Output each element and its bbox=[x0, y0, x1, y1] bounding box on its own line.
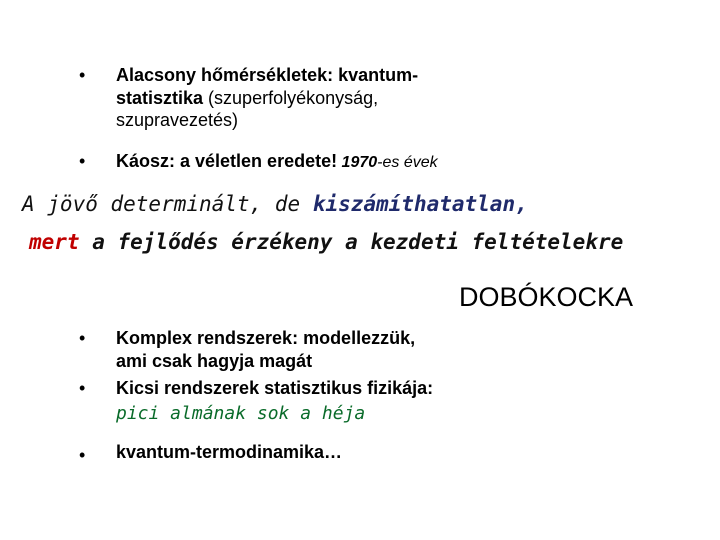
bullet-marker: • bbox=[79, 328, 86, 348]
item-bold-text: Kicsi rendszerek statisztikus fizikája: bbox=[116, 378, 434, 398]
item-text: szupravezetés) bbox=[116, 110, 239, 130]
bullet-marker: • bbox=[79, 151, 86, 171]
bullet-item-small-systems bbox=[116, 377, 536, 425]
item-year: 1970 bbox=[337, 154, 378, 171]
bullet-item-complex-systems bbox=[116, 327, 536, 372]
item-bold-text: ami csak hagyja magát bbox=[116, 350, 313, 371]
item-bold-text: Káosz: a véletlen eredete! bbox=[116, 151, 338, 171]
item-bold-text: statisztika bbox=[116, 87, 204, 108]
quote-line-2 bbox=[29, 229, 623, 256]
quote-line-1 bbox=[22, 191, 528, 218]
quote-text: A jövő determinált, de bbox=[22, 192, 313, 216]
quote-text: a fejlődés érzékeny a kezdeti feltételekre bbox=[79, 230, 624, 254]
item-bold-text: kvantum-termodinamika… bbox=[116, 442, 343, 462]
item-text: (szuperfolyékonyság, bbox=[203, 87, 379, 108]
item-bold-text: Alacsony hőmérsékletek: kvantum- bbox=[116, 65, 419, 85]
item-green-quote: pici almának sok a héja bbox=[116, 402, 366, 424]
bullet-marker: • bbox=[79, 378, 86, 398]
bullet-item-quantum-thermodynamics bbox=[116, 441, 536, 464]
quote-red-word: mert bbox=[29, 230, 80, 254]
bullet-item-low-temperatures bbox=[116, 64, 536, 132]
dice-label: DOBÓKOCKA bbox=[459, 282, 634, 312]
item-bold-text: Komplex rendszerek: modellezzük, bbox=[116, 328, 416, 348]
item-year-suffix: -es évek bbox=[377, 154, 438, 171]
quote-emphasis: kiszámíthatatlan, bbox=[312, 192, 528, 216]
bullet-marker: • bbox=[79, 445, 86, 465]
bullet-marker: • bbox=[79, 65, 86, 85]
bullet-item-chaos bbox=[116, 150, 536, 175]
